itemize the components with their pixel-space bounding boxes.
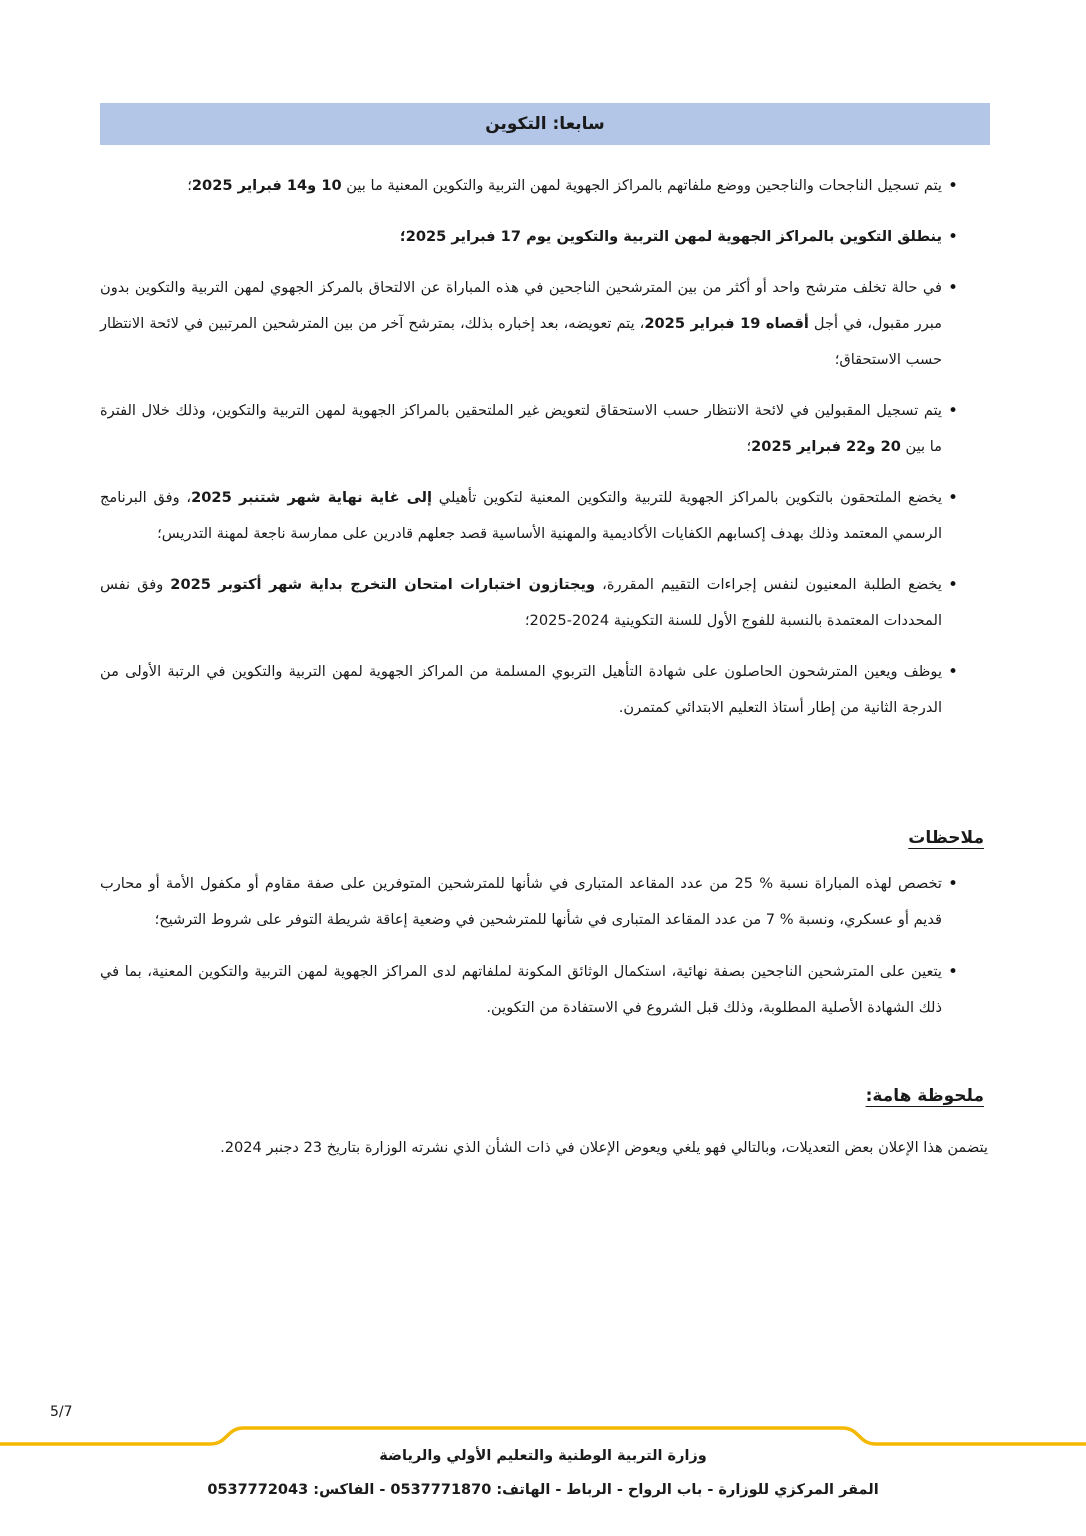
bold-text: أقصاه 19 فبراير 2025 [644, 315, 809, 332]
text: يخضع الطلبة المعنيون لنفس إجراءات التقييم المقررة، [595, 576, 942, 593]
note-text: تخصص لهذه المباراة نسبة % 25 من عدد المقاعد المتبارى في شأنها للمترشحين المتوفرين على صفة مقاوم أو مكفول الأمة أو محارب قديم أو عسكري، ونسبة % 7 من عدد المقاعد المتبارى في شأنها للمترشحين في وضعية إعاقة شريطة التوفر على شروط الترشيح؛ [100, 875, 942, 928]
text: ؛ [746, 438, 752, 455]
bold-text: ويجتازون اختبارات امتحان التخرج بداية شهر أكتوبر 2025 [170, 576, 596, 593]
text: وفق نفس المحددات المعتمدة بالنسبة للفوج الأول للسنة التكوينية 2024-2025؛ [100, 576, 942, 629]
important-note-text: يتضمن هذا الإعلان بعض التعديلات، وبالتالي فهو يلغي ويعوض الإعلان في ذات الشأن الذي نشرته الوزارة بتاريخ 23 دجنبر 2024. [220, 1139, 988, 1156]
note-text: يتعين على المترشحين الناجحين بصفة نهائية، استكمال الوثائق المكونة لملفاتهم لدى المراكز الجهوية لمهن التربية والتكوين المعنية، بما في ذلك الشهادة الأصلية المطلوبة، وذلك قبل الشروع في الاستفادة من التكوين. [100, 963, 942, 1016]
list-item [100, 168, 988, 204]
page-number: 5/7 [50, 1404, 73, 1420]
list-item [100, 866, 988, 938]
text: ؛ [187, 177, 192, 194]
bold-text: ينطلق التكوين بالمراكز الجهوية لمهن التربية والتكوين يوم 17 فبراير 2025؛ [399, 228, 942, 245]
text: ، يتم تعويضه، بعد إخباره بذلك، بمترشح آخر من بين المترشحين المرتبين في لائحة الانتظار حسب الاستحقاق؛ [100, 315, 942, 368]
bold-text: إلى غاية نهاية شهر شتنبر 2025 [191, 489, 433, 506]
bold-text: 10 و14 فبراير 2025 [191, 177, 342, 194]
footer-wave-line [0, 1424, 1086, 1448]
important-note-heading: ملحوظة هامة: [865, 1086, 984, 1106]
bold-text: 20 و22 فبراير 2025 [751, 438, 901, 455]
section-title: سابعا: التكوين [485, 114, 605, 134]
footer-ministry-name: وزارة التربية الوطنية والتعليم الأولي والرياضة [379, 1448, 707, 1464]
notes-list [100, 866, 988, 1042]
text: ، وفق البرنامج الرسمي المعتمد وذلك بهدف إكسابهم الكفايات الأكاديمية والمهنية الأساسية قصد جعلهم قادرين على ممارسة ناجعة لمهنة التدريس؛ [100, 489, 942, 542]
list-item [100, 954, 988, 1026]
list-item [100, 393, 988, 465]
list-item [100, 480, 988, 552]
list-item [100, 270, 988, 378]
notes-heading: ملاحظات [908, 828, 984, 848]
text: يتم تسجيل المقبولين في لائحة الانتظار حسب الاستحقاق لتعويض غير الملتحقين بالمراكز الجهوية لمهن التربية والتكوين، وذلك خلال الفترة ما بين [100, 402, 942, 455]
section-title-bar [100, 103, 990, 145]
text: يوظف ويعين المترشحون الحاصلون على شهادة التأهيل التربوي المسلمة من المراكز الجهوية لمهن التربية والتكوين في الرتبة الأولى من الدرجة الثانية من إطار أستاذ التعليم الابتدائي كمتمرن. [100, 663, 942, 716]
list-item [100, 654, 988, 726]
text: يخضع الملتحقون بالتكوين بالمراكز الجهوية للتربية والتكوين المعنية لتكوين تأهيلي [432, 489, 943, 506]
footer-address: المقر المركزي للوزارة - باب الرواح - الرباط - الهاتف: 0537771870 - الفاكس: 0537772043 [207, 1482, 879, 1498]
text: في حالة تخلف مترشح واحد أو أكثر من بين المترشحين الناجحين في هذه المباراة عن الالتحاق بالمركز الجهوي لمهن التربية والتكوين بدون مبرر مقبول، في أجل [100, 279, 942, 332]
text: يتم تسجيل الناجحات والناجحين ووضع ملفاتهم بالمراكز الجهوية لمهن التربية والتكوين المعنية ما بين [341, 177, 942, 194]
formation-list [100, 168, 988, 741]
list-item [100, 219, 988, 255]
list-item [100, 567, 988, 639]
